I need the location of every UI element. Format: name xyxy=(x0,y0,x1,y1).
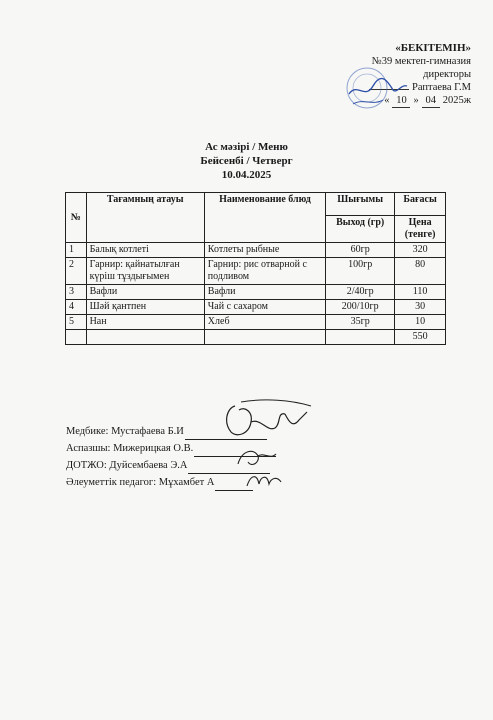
total-empty-3 xyxy=(204,330,325,345)
signature-label: Аспазшы: Мижерицкая О.В. xyxy=(66,443,194,454)
menu-date: 10.04.2025 xyxy=(221,169,272,181)
col-output-kz-header: Шығымы xyxy=(326,193,395,216)
table-header-row xyxy=(66,193,446,216)
quote-close: » xyxy=(413,95,419,106)
cell-name-kz: Гарнир: қайнатылған күріш тұздығымен xyxy=(86,258,204,285)
cell-price: 80 xyxy=(395,258,446,285)
cell-num: 5 xyxy=(66,315,87,330)
menu-table xyxy=(65,192,446,345)
signature-row xyxy=(66,423,276,440)
approval-day: 10 xyxy=(392,94,410,108)
signatures-block xyxy=(66,423,276,491)
cell-name-kz: Балық котлеті xyxy=(86,243,204,258)
cell-output: 100гр xyxy=(326,258,395,285)
cell-num: 3 xyxy=(66,285,87,300)
cell-num: 2 xyxy=(66,258,87,285)
total-empty-1 xyxy=(66,330,87,345)
cell-output: 35гр xyxy=(326,315,395,330)
cell-name-ru: Вафли xyxy=(204,285,325,300)
cell-output: 200/10гр xyxy=(326,300,395,315)
approval-position: директоры xyxy=(423,69,471,80)
approval-signature-line xyxy=(369,89,409,90)
menu-day: Бейсенбі / Четверг xyxy=(200,155,293,167)
table-row xyxy=(66,243,446,258)
signature-label: Әлеуметтік педагог: Мұхамбет А xyxy=(66,477,215,488)
cell-num: 4 xyxy=(66,300,87,315)
col-price-kz-header: Бағасы xyxy=(395,193,446,216)
cell-num: 1 xyxy=(66,243,87,258)
cell-price: 320 xyxy=(395,243,446,258)
col-num-header: № xyxy=(66,193,87,243)
menu-header xyxy=(0,140,493,182)
cell-name-kz: Нан xyxy=(86,315,204,330)
cell-price: 30 xyxy=(395,300,446,315)
approval-block xyxy=(311,42,471,108)
menu-title: Ас мәзірі / Меню xyxy=(205,141,288,153)
approval-school: №39 мектеп-гимназия xyxy=(371,56,471,67)
cell-name-ru: Котлеты рыбные xyxy=(204,243,325,258)
cell-output: 2/40гр xyxy=(326,285,395,300)
total-empty-4 xyxy=(326,330,395,345)
cell-price: 110 xyxy=(395,285,446,300)
approval-title: «БЕКІТЕМІН» xyxy=(395,42,471,54)
total-price: 550 xyxy=(395,330,446,345)
signature-line xyxy=(194,444,276,457)
col-price-ru-header: Цена (тенге) xyxy=(395,216,446,243)
cell-name-ru: Хлеб xyxy=(204,315,325,330)
signature-label: Медбике: Мустафаева Б.И xyxy=(66,426,184,437)
cell-output: 60гр xyxy=(326,243,395,258)
total-empty-2 xyxy=(86,330,204,345)
table-row xyxy=(66,258,446,285)
signature-line xyxy=(185,427,267,440)
table-row xyxy=(66,315,446,330)
signature-row xyxy=(66,474,276,491)
signature-line xyxy=(188,461,270,474)
col-name-ru-header: Наименование блюд xyxy=(204,193,325,243)
signature-label: ДОТЖО: Дуйсембаева Э.А xyxy=(66,460,188,471)
quote-open: « xyxy=(384,95,390,106)
cell-name-kz: Вафли xyxy=(86,285,204,300)
signature-row xyxy=(66,457,276,474)
signature-line xyxy=(215,478,253,491)
col-name-kz-header: Тағамның атауы xyxy=(86,193,204,243)
table-row xyxy=(66,285,446,300)
approval-name-line xyxy=(311,81,471,94)
cell-price: 10 xyxy=(395,315,446,330)
table-total-row xyxy=(66,330,446,345)
approval-month: 04 xyxy=(422,94,440,108)
cell-name-kz: Шәй қантпен xyxy=(86,300,204,315)
approval-year: 2025ж xyxy=(442,95,471,106)
cell-name-ru: Чай с сахаром xyxy=(204,300,325,315)
approval-date xyxy=(311,94,471,108)
table-row xyxy=(66,300,446,315)
cell-name-ru: Гарнир: рис отварной с подливом xyxy=(204,258,325,285)
col-output-ru-header: Выход (гр) xyxy=(326,216,395,243)
signature-row xyxy=(66,440,276,457)
approval-name: Раптаева Г.М xyxy=(412,82,471,93)
